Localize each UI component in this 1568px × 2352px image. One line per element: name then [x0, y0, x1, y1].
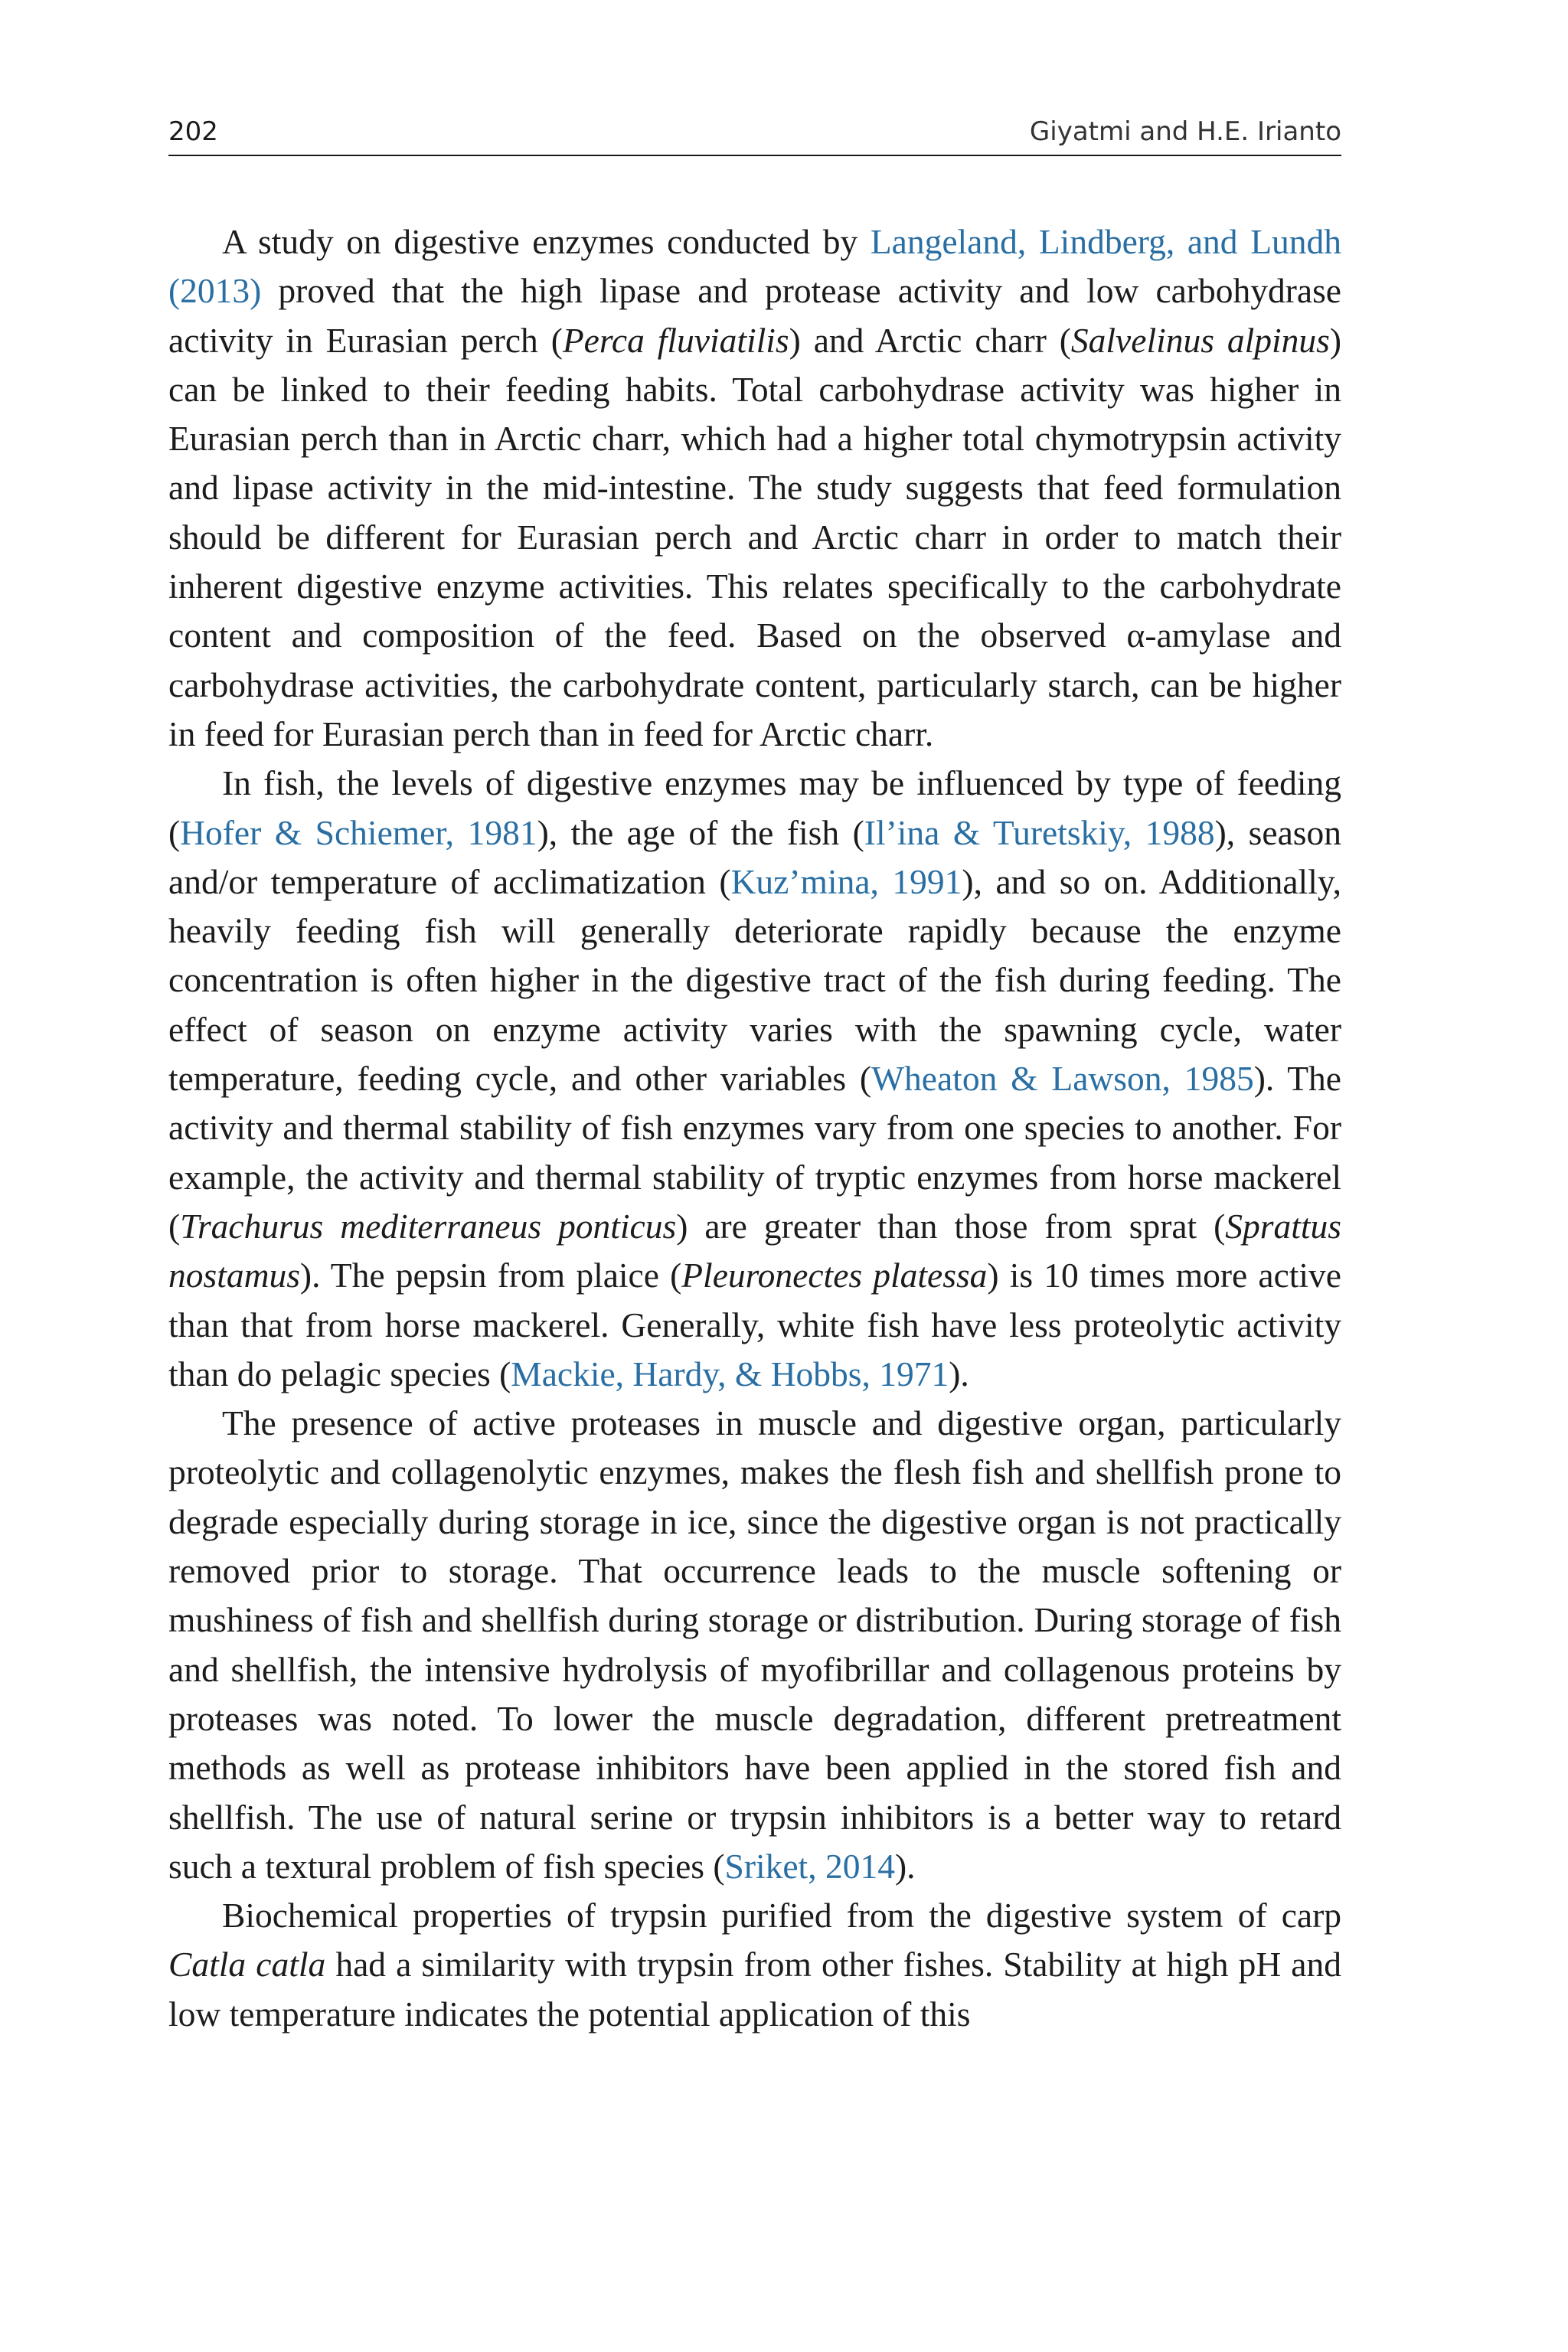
- text-segment: ).: [894, 1846, 916, 1886]
- text-segment: In fish, the levels of digestive enzymes may be influenced by type of feeding (: [168, 763, 1341, 852]
- species-name: Sprattus nostamus: [168, 1206, 1341, 1295]
- citation-link[interactable]: Kuz’mina, 1991: [730, 861, 962, 901]
- citation-link[interactable]: Sriket, 2014: [724, 1846, 895, 1886]
- species-name: Trachurus mediterraneus ponticus: [180, 1206, 677, 1246]
- citation-link[interactable]: Langeland, Lindberg, and Lundh (2013): [168, 222, 1341, 311]
- text-segment: ). The activity and thermal stability of fish enzymes vary from one species to another. For example, the activity and thermal stability of tryptic enzymes from horse mackerel (: [168, 1059, 1341, 1246]
- text-segment: ) and Arctic charr (: [789, 320, 1071, 360]
- paragraph: [168, 217, 1341, 759]
- citation-link[interactable]: Wheaton & Lawson, 1985: [871, 1059, 1254, 1099]
- text-segment: ), the age of the fish (: [537, 812, 864, 852]
- text-segment: Biochemical properties of trypsin purified from the digestive system of carp: [222, 1896, 1341, 1936]
- species-name: Salvelinus alpinus: [1070, 320, 1330, 360]
- running-title: Giyatmi and H.E. Irianto: [1029, 116, 1341, 147]
- species-name: Pleuronectes platessa: [681, 1256, 988, 1295]
- header-rule: [168, 155, 1341, 156]
- species-name: Catla catla: [168, 1945, 326, 1984]
- species-name: Perca fluviatilis: [562, 320, 789, 360]
- text-segment: ), season and/or temperature of acclimatization (: [168, 812, 1341, 901]
- text-segment: had a similarity with trypsin from other fishes. Stability at high pH and low temperature indicates the potential application of this: [168, 1945, 1342, 2034]
- text-segment: A study on digestive enzymes conducted by: [222, 222, 871, 261]
- citation-link[interactable]: Il’ina & Turetskiy, 1988: [864, 812, 1215, 852]
- text-segment: The presence of active proteases in muscle and digestive organ, particularly proteolytic and collagenolytic enzymes, makes the flesh fish and shellfish prone to degrade especially during storage in ice, since the digestive organ is not practically removed prior to storage. That occurrence leads to the muscle softening or mushiness of fish and shellfish during storage or distribution. During storage of fish and shellfish, the intensive hydrolysis of myofibrillar and collagenous proteins by proteases was noted. To lower the muscle degradation, different pretreatment methods as well as protease inhibitors have been applied in the stored fish and shellfish. The use of natural serine or trypsin inhibitors is a better way to retard such a textural problem of fish species (: [168, 1403, 1341, 1886]
- text-segment: ).: [949, 1354, 969, 1393]
- text-segment: proved that the high lipase and protease activity and low carbohydrase activity in Eurasian perch (: [168, 271, 1341, 360]
- paragraph: [168, 759, 1341, 1399]
- text-segment: ) are greater than those from sprat (: [676, 1206, 1226, 1246]
- running-header: [168, 113, 1341, 158]
- body-text: [168, 217, 1341, 2039]
- paragraph: [168, 1399, 1341, 1891]
- text-segment: ) can be linked to their feeding habits. Total carbohydrase activity was higher in Eurasian perch than in Arctic charr, which had a higher total chymotrypsin activity and lipase activity in the mid-intestine. The study suggests that feed formulation should be different for Eurasian perch and Arctic charr in order to match their inherent digestive enzyme activities. This relates specifically to the carbohydrate content and composition of the feed. Based on the observed α-amylase and carbohydrase activities, the carbohydrate content, particularly starch, can be higher in feed for Eurasian perch than in feed for Arctic charr.: [168, 320, 1341, 753]
- page-number: 202: [168, 116, 218, 147]
- citation-link[interactable]: Mackie, Hardy, & Hobbs, 1971: [511, 1354, 949, 1393]
- text-segment: ) is 10 times more active than that from horse mackerel. Generally, white fish have less proteolytic activity than do pelagic species (: [168, 1256, 1341, 1393]
- citation-link[interactable]: Hofer & Schiemer, 1981: [180, 812, 537, 852]
- text-segment: ), and so on. Additionally, heavily feeding fish will generally deteriorate rapidly because the enzyme concentration is often higher in the digestive tract of the fish during feeding. The effect of season on enzyme activity varies with the spawning cycle, water temperature, feeding cycle, and other variables (: [168, 861, 1341, 1099]
- paragraph: [168, 1891, 1341, 2039]
- text-segment: ). The pepsin from plaice (: [299, 1256, 682, 1295]
